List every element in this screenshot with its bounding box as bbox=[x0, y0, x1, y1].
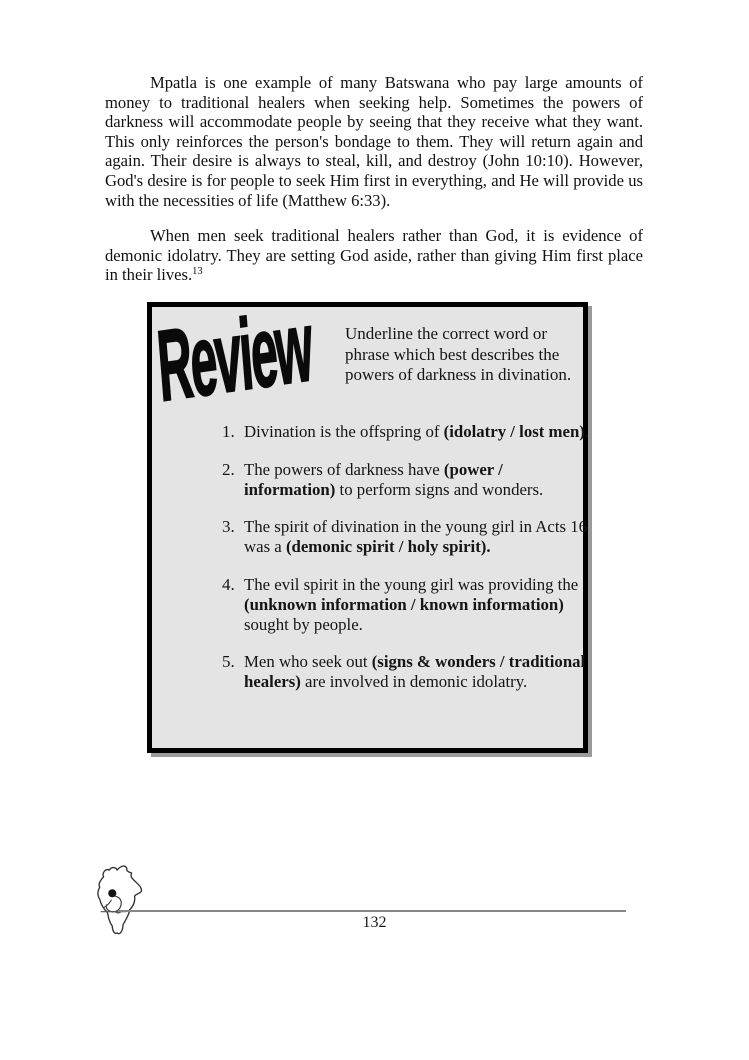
review-wordart-text bbox=[153, 289, 315, 423]
review-item-3-number: 3. bbox=[222, 517, 235, 537]
review-item-2-text: The powers of darkness have (power / information) to perform signs and wonders. bbox=[244, 459, 544, 499]
review-item-3 bbox=[222, 517, 594, 557]
review-instruction: Underline the correct word or phrase which best describes the powers of darkness in divination. bbox=[345, 324, 572, 384]
body-paragraph-1 bbox=[105, 73, 643, 210]
page-number: 132 bbox=[362, 914, 387, 931]
review-wordart-rest: eview bbox=[185, 289, 315, 419]
footer-rule bbox=[118, 910, 626, 912]
review-item-2-number: 2. bbox=[222, 459, 235, 479]
review-item-3-text: The spirit of divination in the young girl in Acts 16 was a (demonic spirit / holy spirit). bbox=[244, 517, 588, 557]
body-paragraph-2-text bbox=[105, 226, 643, 285]
body-paragraph-1-text: Mpatla is one example of many Batswana who pay large amounts of money to traditional healers when seeking help. Sometimes the powers of darkness will accommodate people by seeing that they receive what they want. This only reinforces the person's bondage to them. They will return again and again. Their desire is always to steal, kill, and destroy (John 10:10). However, God's desire is for people to seek Him first in everything, and He will provide us with the necessities of life (Matthew 6:33). bbox=[105, 73, 643, 210]
review-item-1-number: 1. bbox=[222, 422, 235, 441]
review-item-4 bbox=[222, 575, 594, 634]
review-item-5-number: 5. bbox=[222, 652, 235, 672]
review-item-1-text: Divination is the offspring of (idolatry / lost men). bbox=[244, 422, 590, 441]
body-paragraph-2-span: When men seek traditional healers rather than God, it is evidence of demonic idolatry. They are setting God aside, rather than giving Him first place in their lives. bbox=[105, 226, 643, 285]
review-item-4-number: 4. bbox=[222, 574, 235, 594]
review-wordart-first-letter: R bbox=[153, 306, 195, 423]
review-item-5 bbox=[222, 652, 594, 692]
footnote-reference: 13 bbox=[192, 266, 203, 278]
review-item-4-text: The evil spirit in the young girl was providing the (unknown information / known information) sought by people. bbox=[244, 574, 579, 634]
body-paragraph-2 bbox=[105, 226, 643, 285]
review-box bbox=[147, 289, 590, 753]
review-item-2 bbox=[222, 460, 594, 500]
review-item-1 bbox=[222, 422, 594, 442]
review-item-5-text: Men who seek out (signs & wonders / traditional healers) are involved in demonic idolatry. bbox=[244, 652, 586, 692]
review-question-list bbox=[222, 422, 594, 692]
